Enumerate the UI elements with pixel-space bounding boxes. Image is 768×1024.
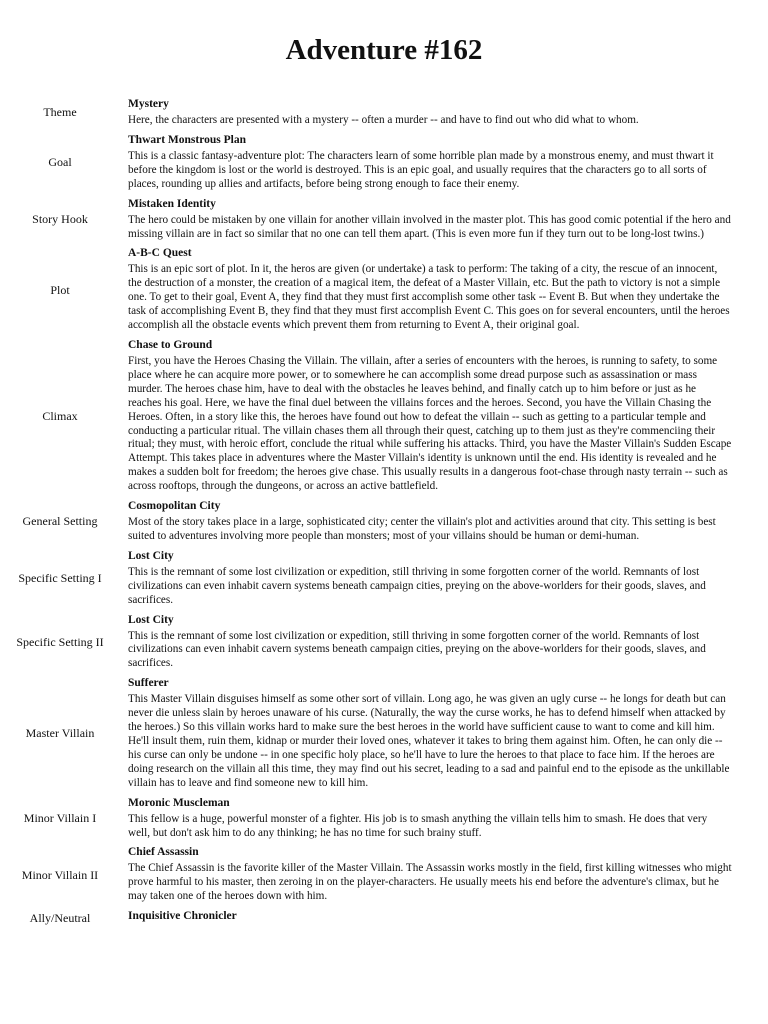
row-content — [120, 336, 768, 496]
entry-text: This Master Villain disguises himself as some other sort of villain. Long ago, he was given an ugly curse -- he longs for death but can never die unless slain by heroes unaware of his curse. (Naturally, the way the curse works, he has to defend himself when attacked by the heroes.) So this villain works hard to make sure the best heroes in the world have sufficient cause to want to come and kill him. He'll insult them, ruin them, kidnap or murder their loved ones, whatever it takes to bring them against him. Often, he can only die -- his curse can only be undone -- in one specific holy place, so he'll have to lure the heroes to that place to face him. If the heroes are doing research on the villain all this time, they may find out his secret, leading to a sad and painful end to the episode as the unkillable villain has to leave and find someone new to kill him. — [128, 693, 730, 789]
entry-heading: Thwart Monstrous Plan — [128, 133, 246, 146]
row-label: Plot — [50, 282, 70, 297]
table-row — [0, 843, 768, 907]
row-label: Ally/Neutral — [29, 910, 91, 925]
row-content — [120, 497, 768, 546]
entry-text: The Chief Assassin is the favorite killer of the Master Villain. The Assassin works mostly in the field, first killing witnesses who might prove harmful to his master, then zeroing in on the player-characters. He usually meets his end before the adventure's climax, but he may taken one of the heroes down with him. — [128, 862, 732, 903]
row-label: Theme — [43, 105, 77, 120]
entry-heading: Moronic Muscleman — [128, 796, 230, 809]
entry-heading: Mistaken Identity — [128, 197, 216, 210]
entry-text: Most of the story takes place in a large, sophisticated city; center the villain's plot and activities around that city. This setting is best suited to adventures involving more people than monsters; most of your villains should be human or demi-human. — [128, 516, 716, 542]
row-content — [120, 244, 768, 335]
entry-heading: Lost City — [128, 613, 174, 626]
adventure-table — [0, 95, 768, 929]
row-label: Minor Villain II — [21, 867, 99, 882]
row-content — [120, 547, 768, 610]
table-row — [0, 195, 768, 245]
table-row — [0, 336, 768, 497]
entry-text: This fellow is a huge, powerful monster of a fighter. His job is to smash anything the villain tells him to smash. He does that very well, but don't ask him to do any thinking; he has no time for such brainy stuff. — [128, 812, 708, 839]
entry-heading: Chief Assassin — [128, 846, 199, 859]
row-label: Goal — [48, 155, 72, 170]
entry-text — [128, 926, 732, 928]
table-row — [0, 244, 768, 336]
row-label: Minor Villain I — [23, 811, 97, 826]
row-content — [120, 907, 768, 928]
entry-heading: Inquisitive Chronicler — [128, 910, 237, 923]
table-row — [0, 497, 768, 547]
row-content — [120, 794, 768, 843]
entry-text: This is the remnant of some lost civilization or expedition, still thriving in some forgotten corner of the world. Remnants of lost civilizations can even inhabit cavern systems beneath campaign cities, preying on the above-worlders for their goods, slaves, and sacrifices. — [128, 629, 706, 670]
entry-heading: Mystery — [128, 98, 169, 110]
table-row — [0, 547, 768, 611]
table-row — [0, 907, 768, 929]
row-label: Specific Setting II — [16, 634, 104, 649]
entry-text: This is the remnant of some lost civilization or expedition, still thriving in some forgotten corner of the world. Remnants of lost civilizations can even inhabit cavern systems beneath campaign cities, preying on the above-worlders for their goods, slaves, and sacrifices. — [128, 565, 706, 606]
table-row — [0, 131, 768, 195]
row-content — [120, 95, 768, 130]
table-row — [0, 674, 768, 793]
entry-text: First, you have the Heroes Chasing the Villain. The villain, after a series of encounters with the heroes, is running to safety, to some place where he can acquire more power, or to somewhere he can accomplish some dread purpose such as assassination or mass murder. The heroes chase him, have to deal with the obstacles he leaves behind, and finally catch up to him before or just as he reaches his goal. Here, we have the final duel between the villains forces and the heroes. Second, you have the Villain Chasing the Heroes. Often, in a story like this, the heroes have found out how to defeat the villain -- such as getting to a particular temple and conducting a particular ritual. The villain chases them all through their quest, catching up to them just as they're commenciing their ritual; they must, with heroic effort, conclude the ritual while suffering his attacks. Third, you have the Master Villain's Sudden Escape Attempt. This takes place in adventures where the Master Villain's identity is unknown until the end. His identity is revealed and he makes a sudden bolt for freedom; the heroes give chase. This usually results in a dangerous foot-chase through nasty terrain -- such as across rooftops, through the dungeons, or across an active battlefield. — [128, 354, 732, 493]
row-content — [120, 195, 768, 244]
row-label: Specific Setting I — [18, 571, 102, 586]
entry-text: This is a classic fantasy-adventure plot: The characters learn of some horrible plan made by a monstrous enemy, and must thwart it before the kingdom is lost or the world is destroyed. This is an epic goal, and usually requires that the characters go to all sorts of places, rounding up allies and artifacts, before being strong enough to face their enemy. — [128, 149, 714, 190]
entry-text: Here, the characters are presented with a mystery -- often a murder -- and have to find out who did what to whom. — [128, 114, 639, 126]
row-content — [120, 611, 768, 674]
table-row — [0, 794, 768, 844]
entry-heading: Lost City — [128, 549, 174, 562]
table-row — [0, 611, 768, 675]
table-row — [0, 95, 768, 131]
row-content — [120, 674, 768, 792]
row-content — [120, 843, 768, 906]
row-label: Story Hook — [32, 212, 88, 227]
entry-text: This is an epic sort of plot. In it, the heros are given (or undertake) a task to perform: The taking of a city, the rescue of an innocent, the destruction of a monster, the creation of a magical item, the defeat of a Master Villain, etc. But the path to victory is not a simple one. To get to their goal, Event A, they find that they must first accomplish some other task -- Event B. But when they undertake the task of accomplishing Event B, they find that they must first accomplish Event C. This goes on for several encounters, until the heroes accomplish all the obstacle events which prevent them from returning to Event A, their original goal. — [128, 263, 730, 332]
entry-heading: Cosmopolitan City — [128, 500, 221, 513]
row-content — [120, 131, 768, 194]
entry-heading: Chase to Ground — [128, 338, 213, 351]
entry-heading: Sufferer — [128, 677, 169, 690]
entry-text: The hero could be mistaken by one villain for another villain involved in the master plot. This has good comic potential if the hero and missing villain are in fact so similar that no one can tell them apart. (This is even more fun if they turn out to be long-lost twins.) — [128, 213, 731, 240]
row-label: Climax — [42, 409, 78, 423]
row-label: Master Villain — [25, 726, 95, 741]
row-label: General Setting — [22, 514, 98, 529]
entry-heading: A-B-C Quest — [128, 247, 192, 260]
page-title: Adventure #162 — [285, 34, 483, 66]
